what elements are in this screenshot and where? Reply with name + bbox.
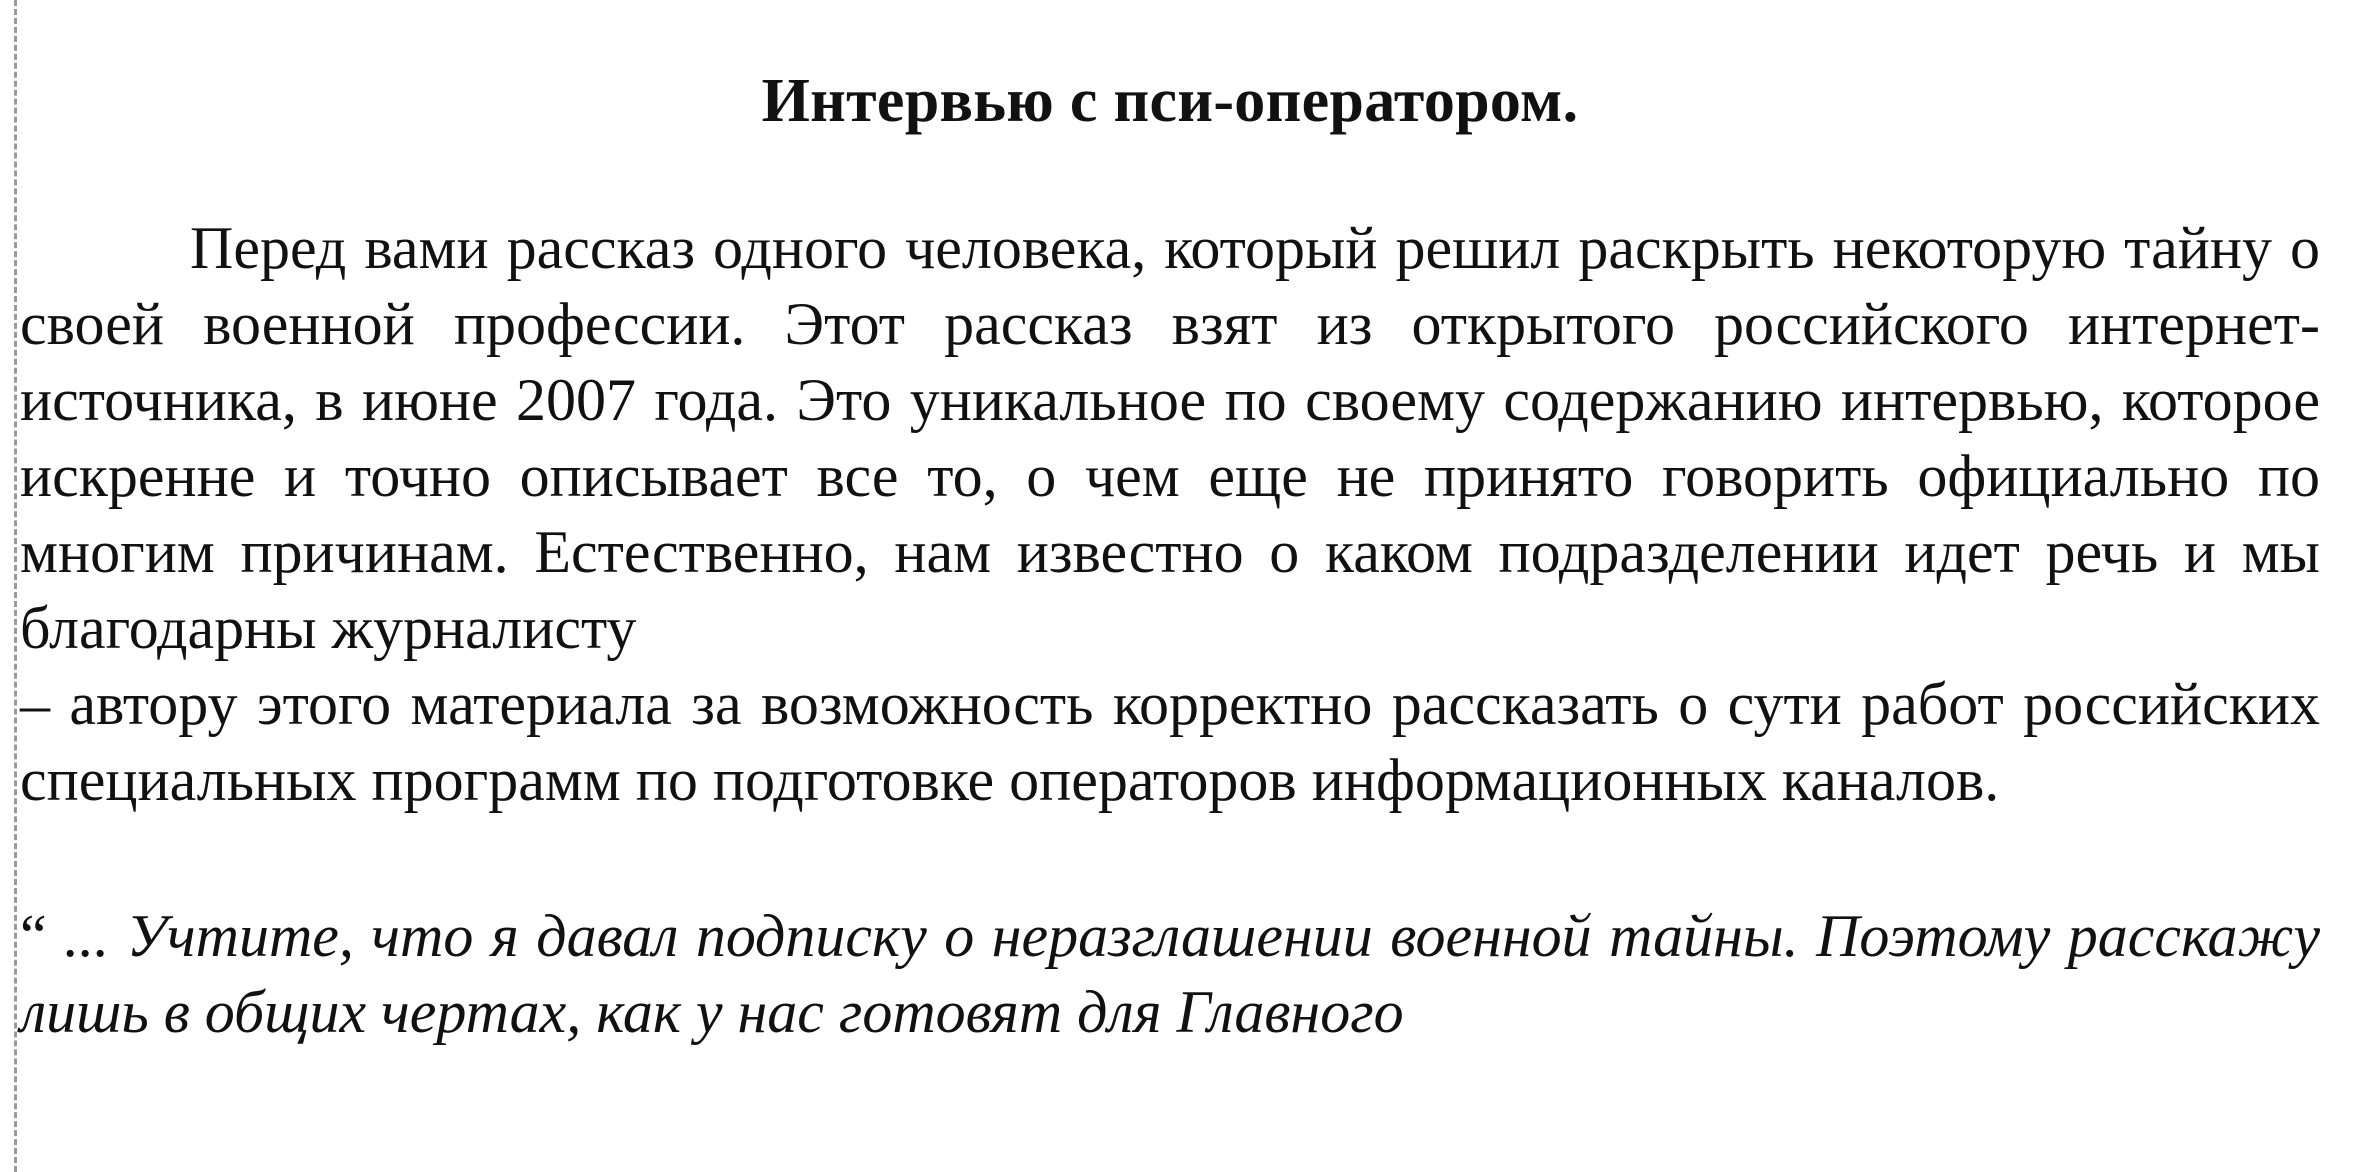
page-margin-guide xyxy=(14,0,17,1172)
paragraph-gap xyxy=(20,818,2320,898)
title-spacer xyxy=(20,146,2320,210)
quote-text: ... Учтите, что я давал подписку о неразглашении военной тайны. Поэтому расскажу лишь в общих чертах, как у нас готовят для Главного xyxy=(20,903,2320,1045)
continuation-paragraph: – автору этого материала за возможность корректно рассказать о сути работ российских специальных программ по подготовке операторов информационных каналов. xyxy=(20,671,2320,813)
document-title: Интервью с пси-оператором. xyxy=(761,67,1579,135)
quote-open-mark: “ xyxy=(20,903,47,969)
intro-paragraph: Перед вами рассказ одного человека, который решил раскрыть некоторую тайну о своей военной профессии. Этот рассказ взят из открытого российского интернет-источника, в июне 2007 года. Это уникальное по своему содержанию интервью, которое искренне и точно описывает все то, о чем еще не принято говорить официально по многим причинам. Естественно, нам известно о каком подразделении идет речь и мы благодарны журналисту xyxy=(20,215,2320,661)
document-content xyxy=(20,56,2320,1050)
quote-paragraph xyxy=(20,898,2320,1050)
